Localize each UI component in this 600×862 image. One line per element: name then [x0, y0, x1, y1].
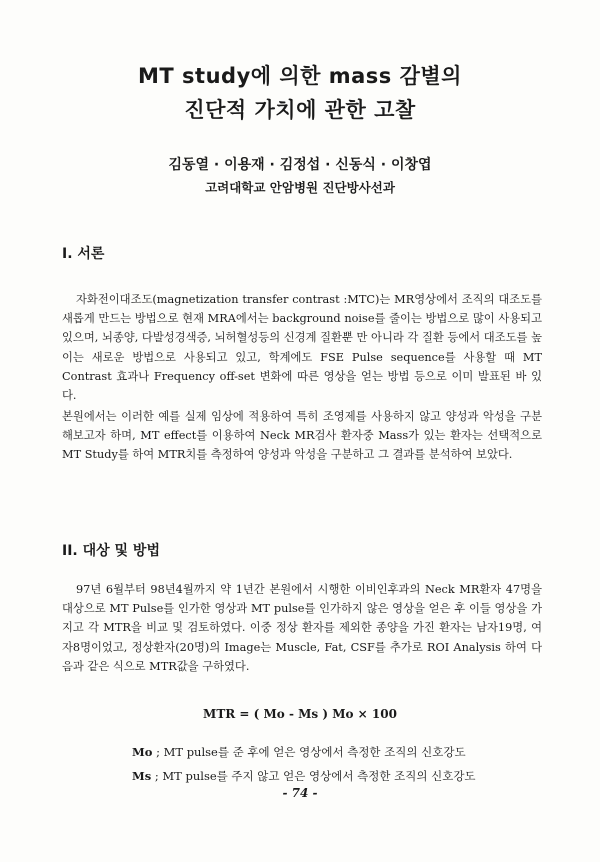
affiliation: 고려대학교 안암병원 진단방사선과: [205, 180, 395, 195]
page-number: - 74 -: [282, 786, 318, 800]
intro-paragraph-1: 자화전이대조도(magnetization transfer contrast :MTC)는 MR영상에서 조직의 대조도를 새롭게 만드는 방법으로 현재 MRA에서는 background noise를 줄이는 방법으로 많이 사용되고 있으며, 뇌종양, 다발성경색증, 뇌허혈성등의 신경계 질환뿐 만 아니라 각 질환 등에서 대조도를 높이는 새로운 방법으로 사용되고 있고, 학계에도 FSE Pulse sequence를 사용할 때 MT Contrast 효과나 Frequency off-set 변화에 따른 영상을 얻는 방법 등으로 이미 발표된 바 있다.: [62, 293, 542, 403]
definition-term: Ms: [132, 769, 152, 783]
definition-mo: [132, 744, 466, 760]
section-heading-methods: II. 대상 및 방법: [62, 543, 160, 559]
author-list: 김동열 · 이용재 · 김정섭 · 신동식 · 이창엽: [168, 157, 432, 173]
paper-title-line2: 진단적 가치에 관한 고찰: [184, 98, 416, 122]
definition-text: ; MT pulse를 주지 않고 얻은 영상에서 측정한 조직의 신호강도: [154, 769, 476, 783]
definition-term: Mo: [132, 745, 153, 759]
intro-paragraph-2: 본원에서는 이러한 예를 실제 임상에 적용하여 특히 조영제를 사용하지 않고 양성과 악성을 구분 해보고자 하며, MT effect를 이용하여 Neck MR검사 환자중 Mass가 있는 환자는 선택적으로 MT Study를 하여 MTR치를 측정하여 양성과 악성을 구분하고 그 결과를 분석하여 보았다.: [62, 410, 542, 462]
mtr-formula: MTR = ( Mo - Ms ) Mo × 100: [203, 707, 397, 721]
paper-title-line1: MT study에 의한 mass 감별의: [138, 64, 462, 88]
definition-ms: [132, 768, 476, 784]
definition-text: ; MT pulse를 준 후에 얻은 영상에서 측정한 조직의 신호강도: [156, 745, 466, 759]
section-heading-introduction: I. 서론: [62, 246, 105, 262]
methods-paragraph: 97년 6월부터 98년4월까지 약 1년간 본원에서 시행한 이비인후과의 Neck MR환자 47명을 대상으로 MT Pulse를 인가한 영상과 MT pulse를 인가하지 않은 영상을 얻은 후 이들 영상을 가지고 각 MTR을 비교 및 검토하였다. 이중 정상 환자를 제외한 종양을 가진 환자는 남자19명, 여자8명이었고, 정상환자(20명)의 Image는 Muscle, Fat, CSF를 추가로 ROI Analysis 하여 다음과 같은 식으로 MTR값을 구하였다.: [62, 583, 542, 673]
